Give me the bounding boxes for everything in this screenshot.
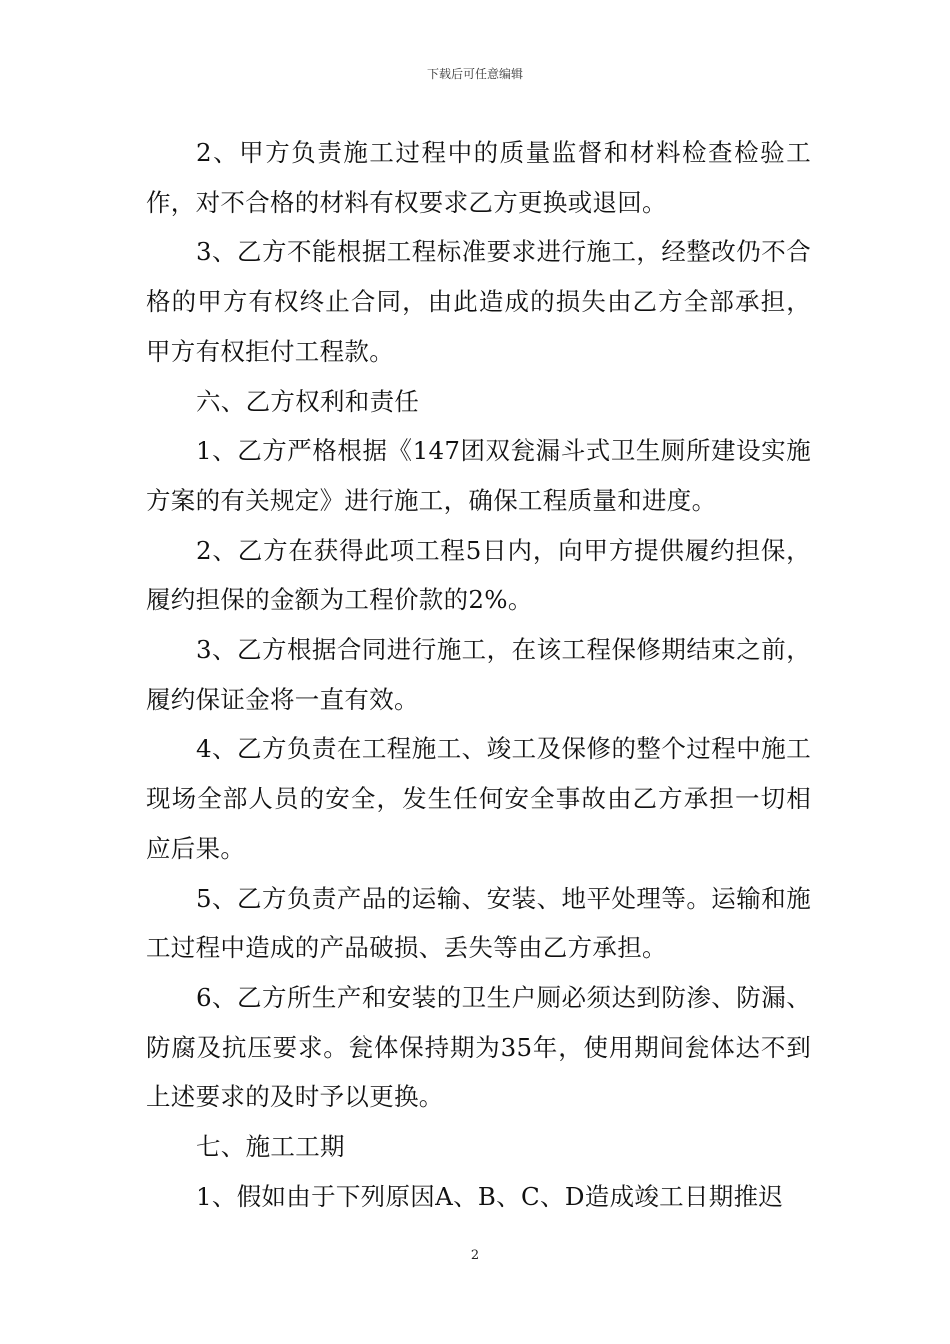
paragraph-site-safety: 4、乙方负责在工程施工、竣工及保修的整个过程中施工现场全部人员的安全，发生任何安全事故由乙方承担一切相应后果。 [146, 734, 811, 863]
paragraph-nonconformance-termination: 3、乙方不能根据工程标准要求进行施工，经整改仍不合格的甲方有权终止合同，由此造成的损失由乙方全部承担，甲方有权拒付工程款。 [146, 237, 811, 366]
page-header-note: 下载后可任意编辑 [426, 67, 523, 81]
paragraph-quality-supervision: 2、甲方负责施工过程中的质量监督和材料检查检验工作，对不合格的材料有权要求乙方更换或退回。 [146, 138, 811, 217]
document-body [146, 128, 811, 1221]
section-heading-party-b-rights: 六、乙方权利和责任 [196, 386, 420, 416]
paragraph-performance-guarantee: 2、乙方在获得此项工程5日内，向甲方提供履约担保，履约担保的金额为工程价款的2%。 [146, 535, 811, 615]
paragraph-leak-proof-requirements: 6、乙方所生产和安装的卫生户厕必须达到防渗、防漏、防腐及抗压要求。瓮体保持期为35年，使用期间瓮体达不到上述要求的及时予以更换。 [146, 982, 811, 1112]
paragraph-construction-standard: 1、乙方严格根据《147团双瓮漏斗式卫生厕所建设实施方案的有关规定》进行施工，确保工程质量和进度。 [146, 436, 811, 515]
paragraph-transport-installation: 5、乙方负责产品的运输、安装、地平处理等。运输和施工过程中造成的产品破损、丢失等由乙方承担。 [146, 883, 811, 963]
paragraph-guarantee-validity: 3、乙方根据合同进行施工，在该工程保修期结束之前，履约保证金将一直有效。 [146, 635, 811, 714]
paragraph-completion-delay: 1、假如由于下列原因A、B、C、D造成竣工日期推迟 [196, 1181, 784, 1211]
section-heading-construction-period: 七、施工工期 [196, 1132, 345, 1162]
page-number: 2 [470, 1248, 480, 1263]
